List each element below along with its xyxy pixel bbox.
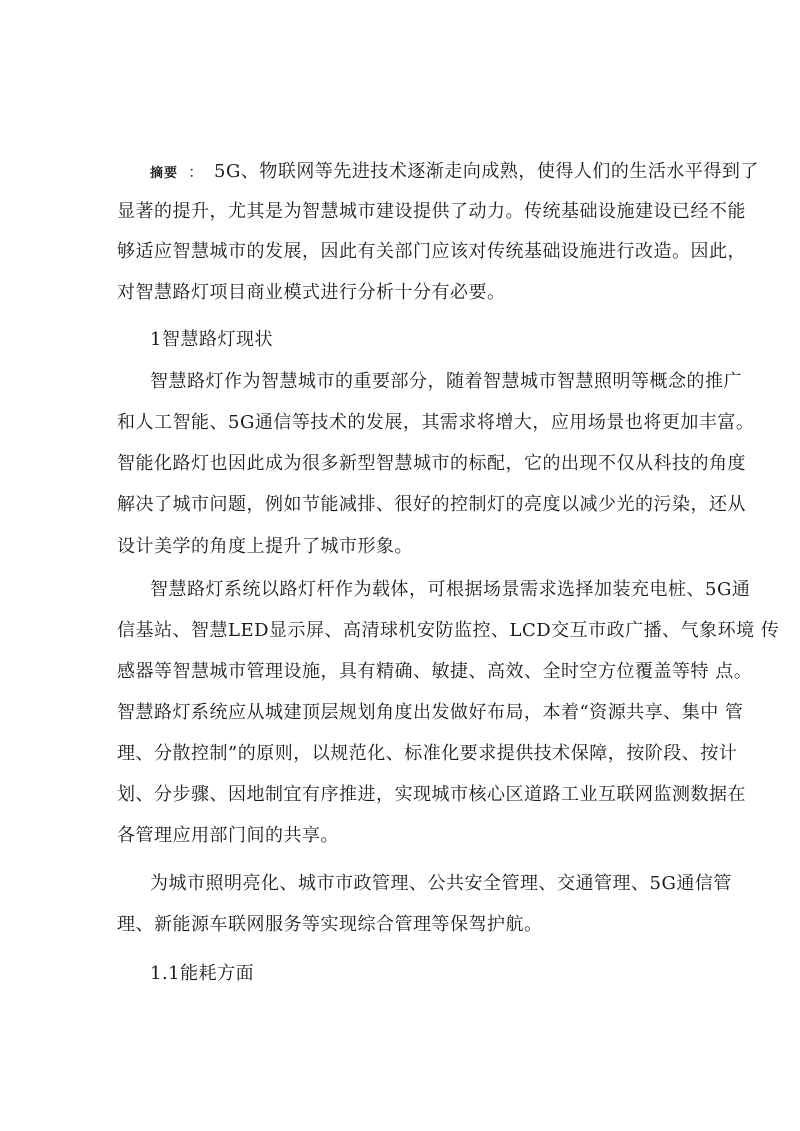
para3-line-1: 为城市照明亮化、城市市政管理、公共安全管理、交通管理、5G通信管 <box>150 873 732 894</box>
para2-line-3: 感器等智慧城市管理设施，具有精确、敏捷、高效、全时空方位覆盖等特 点。 <box>117 661 753 682</box>
para1-line-3: 智能化路灯也因此成为很多新型智慧城市的标配，它的出现不仅从科技的角度 <box>117 453 746 474</box>
abstract-line-4: 对智慧路灯项目商业模式进行分析十分有必要。 <box>117 282 506 303</box>
abstract-text-1: 5G、物联网等先进技术逐渐走向成熟，使得人们的生活水平得到了 <box>214 161 759 182</box>
abstract-colon: ： <box>188 163 204 181</box>
para1-line-2: 和人工智能、5G通信等技术的发展，其需求将增大，应用场景也将更加丰富。 <box>117 412 755 433</box>
para2-line-1: 智慧路灯系统以路灯杆作为载体，可根据场景需求选择加装充电桩、5G通 <box>150 579 751 600</box>
para2-line-6: 划、分步骤、因地制宜有序推进，实现城市核心区道路工业互联网监测数据在 <box>117 784 746 805</box>
abstract-line-2: 显著的提升，尤其是为智慧城市建设提供了动力。传统基础设施建设已经不能 <box>117 201 746 222</box>
abstract-label: 摘要 <box>150 166 179 181</box>
para1-line-5: 设计美学的角度上提升了城市形象。 <box>117 536 413 557</box>
section-1-heading: 1智慧路灯现状 <box>150 329 273 350</box>
para2-line-7: 各管理应用部门间的共享。 <box>117 825 339 846</box>
para3-line-2: 理、新能源车联网服务等实现综合管理等保驾护航。 <box>117 914 543 935</box>
para2-line-4: 智慧路灯系统应从城建顶层规划角度出发做好布局，本着“资源共享、集中 管 <box>117 702 744 723</box>
para2-line-5: 理、分散控制”的原则，以规范化、标准化要求提供技术保障，按阶段、按计 <box>117 743 738 764</box>
para1-line-1: 智慧路灯作为智慧城市的重要部分，随着智慧城市智慧照明等概念的推广 <box>150 371 742 392</box>
section-1-1-heading: 1.1能耗方面 <box>150 963 255 984</box>
para2-line-2: 信基站、智慧LED显示屏、高清球机安防监控、LCD交互市政广播、气象环境 传 <box>117 620 780 641</box>
para1-line-4: 解决了城市问题，例如节能减排、很好的控制灯的亮度以减少光的污染，还从 <box>117 494 746 515</box>
abstract-line-3: 够适应智慧城市的发展，因此有关部门应该对传统基础设施进行改造。因此， <box>117 241 746 262</box>
abstract-line-1 <box>150 160 759 186</box>
